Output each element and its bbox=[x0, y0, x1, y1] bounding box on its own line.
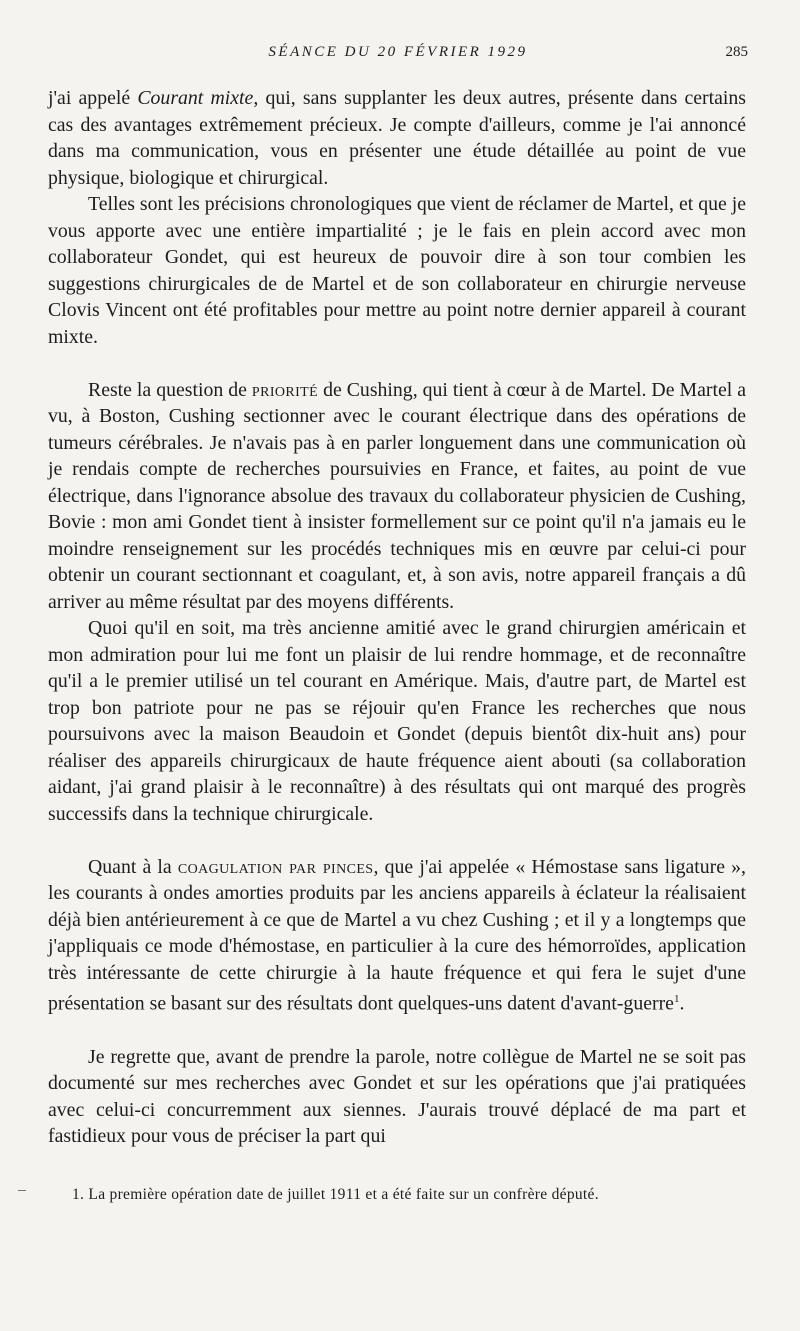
paragraph-3-text-c: de Cushing, qui tient à cœur à de Martel. De Martel a vu, à Boston, Cushing sectionner avec le courant électrique dans des opérations de tumeurs cérébrales. Je n'avais pas à en parler longuement dans une communication où je rendais compte de recherches poursuivies en France, et faites, au point de vue électrique, dans l'ignorance absolue des travaux du collaborateur physicien de Cushing, Bovie : mon ami Gondet tient à insister formellement sur ce point qu'il n'a jamais eu le moindre renseignement sur les procédés techniques mis en œuvre par celui-ci pour obtenir un courant sectionnant et coagulant, et, à son avis, notre appareil français a dû arriver au même résultat par des moyens différents. bbox=[48, 378, 746, 613]
running-title: SÉANCE DU 20 FÉVRIER 1929 bbox=[268, 44, 528, 60]
paragraph-3 bbox=[48, 377, 746, 616]
term-priorite: priorité bbox=[251, 378, 319, 401]
footnote-number: 1. bbox=[72, 1186, 85, 1203]
paragraph-4: Quoi qu'il en soit, ma très ancienne amitié avec le grand chirurgien américain et mon admiration pour lui me font un plaisir de lui rendre hommage, et de reconnaître qu'il a le premier utilisé un tel courant en Amérique. Mais, d'autre part, de Martel est trop bon patriote pour ne pas se réjouir qu'en France les recherches que nous poursuivons avec la maison Beaudoin et Gondet (depuis bientôt dix-huit ans) pour réaliser des appareils chirurgicaux de haute fréquence aient abouti (sa collaboration aidant, j'ai grand plaisir à le reconnaître) à des résultats qui ont marqué des progrès successifs dans la technique chirurgicale. bbox=[48, 617, 746, 825]
paragraph-1-text-a: j'ai appelé bbox=[48, 87, 138, 109]
paragraph-1 bbox=[48, 85, 746, 191]
paragraph-5 bbox=[48, 854, 746, 1018]
footnote bbox=[72, 1186, 752, 1204]
margin-mark bbox=[18, 1190, 26, 1191]
paragraph-5-text-d: . bbox=[679, 992, 685, 1015]
footnote-reference: 1 bbox=[673, 993, 680, 1005]
term-courant-mixte: Courant mixte bbox=[137, 87, 254, 109]
term-coagulation-par-pinces: coagulation par pinces bbox=[177, 855, 374, 878]
body-text bbox=[48, 85, 746, 1150]
paragraph-2: Telles sont les précisions chronologiques que vient de réclamer de Martel, et que je vous apporte avec une entière impartialité ; je le fais en plein accord avec mon collaborateur Gondet, qui est heureux de pouvoir dire à son tour combien les suggestions chirurgicales de de Martel et de son collaborateur en chirurgie nerveuse Clovis Vincent ont été profitables pour mettre au point notre dernier appareil à courant mixte. bbox=[48, 193, 746, 348]
footnote-text: La première opération date de juillet 1911 et a été faite sur un confrère député. bbox=[88, 1186, 599, 1203]
page-number: 285 bbox=[725, 44, 748, 60]
page-header bbox=[48, 44, 748, 68]
paragraph-5-text-c: , que j'ai appelée « Hémostase sans ligature », les courants à ondes amorties produits par les anciens appareils à éclateur la réalisaient déjà bien antérieurement à ce que de Martel a vu chez Cushing ; et il y a longtemps que j'appliquais ce mode d'hémostase, en particulier à la cure des hémorroïdes, application très intéressante de cette chirurgie à la haute fréquence et qui fera le sujet d'une présentation se basant sur des résultats dont quelques-uns datent d'avant-guerre bbox=[48, 855, 746, 1015]
paragraph-1-text-c: , qui, sans supplanter les deux autres, présente dans certains cas des avantages extrêmement précieux. Je compte d'ailleurs, comme je l'ai annoncé dans ma communication, vous en présenter une étude détaillée au point de vue physique, biologique et chirurgical. bbox=[48, 87, 746, 189]
paragraph-6: Je regrette que, avant de prendre la parole, notre collègue de Martel ne se soit pas documenté sur mes recherches avec Gondet et sur les opérations que j'ai pratiquées avec celui-ci concurremment aux siennes. J'aurais trouvé déplacé de ma part et fastidieux pour vous de préciser la part qui bbox=[48, 1045, 746, 1148]
paragraph-5-text-a: Quant à la bbox=[88, 855, 178, 878]
paragraph-3-text-a: Reste la question de bbox=[88, 378, 252, 401]
